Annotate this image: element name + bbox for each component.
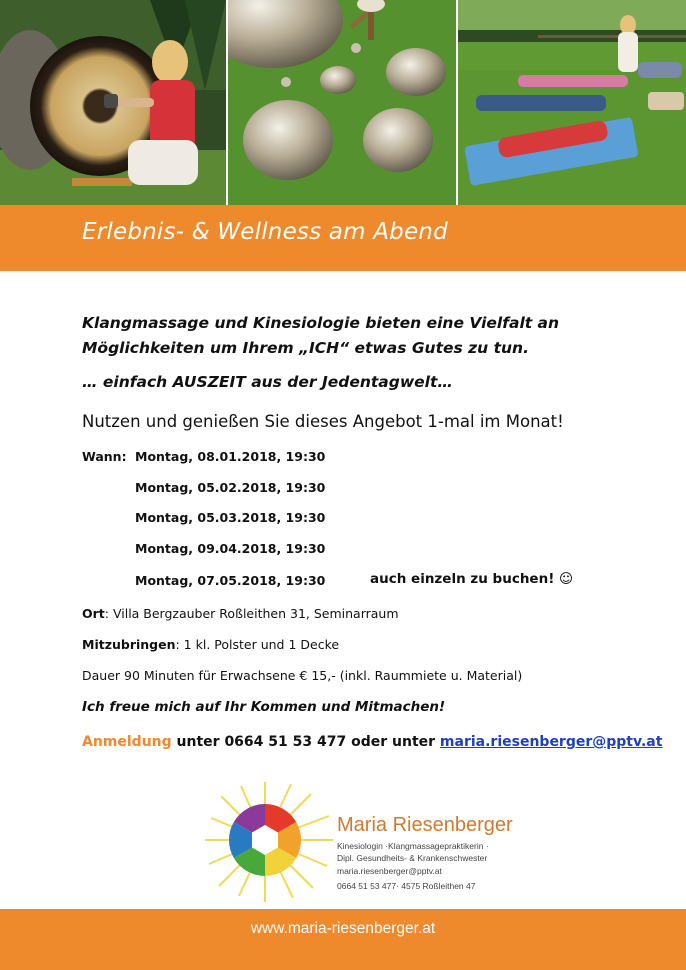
schedule-label: Wann: bbox=[82, 449, 127, 464]
slogan: … einfach AUSZEIT aus der Jedentagwelt… bbox=[82, 373, 453, 391]
date-item: Montag, 05.02.2018, 19:30 bbox=[135, 480, 326, 495]
location-label: Ort bbox=[82, 606, 105, 621]
header-photo-strip bbox=[0, 0, 686, 205]
meadow-group-icon bbox=[458, 0, 686, 205]
title-banner bbox=[0, 205, 686, 271]
logo-line: Dipl. Gesundheits- & Krankenschwester bbox=[337, 853, 488, 863]
bring-label: Mitzubringen bbox=[82, 637, 176, 652]
logo-name: Maria Riesenberger bbox=[337, 814, 513, 836]
footer-bar bbox=[0, 909, 686, 970]
page-title: Erlebnis- & Wellness am Abend bbox=[82, 219, 448, 245]
offer-text: Nutzen und genießen Sie dieses Angebot 1-mal im Monat! bbox=[82, 412, 564, 431]
website-link[interactable]: www.maria-riesenberger.at bbox=[250, 920, 436, 937]
registration-label: Anmeldung bbox=[82, 734, 172, 750]
logo-line: maria.riesenberger@pptv.at bbox=[337, 866, 442, 876]
registration-phone: unter 0664 51 53 477 oder unter bbox=[171, 734, 440, 750]
gong-photo bbox=[0, 0, 226, 205]
registration-line bbox=[82, 734, 662, 750]
intro-line-2: Möglichkeiten um Ihrem „ICH“ etwas Gutes zu tun. bbox=[82, 339, 529, 357]
bring-value: : 1 kl. Polster und 1 Decke bbox=[175, 637, 340, 652]
logo-line: Kinesiologin ·Klangmassagepraktikerin · bbox=[337, 841, 489, 851]
duration-price: Dauer 90 Minuten für Erwachsene € 15,- (inkl. Raummiete u. Material) bbox=[82, 668, 523, 683]
gong-player-icon bbox=[0, 0, 226, 205]
booking-note: auch einzeln zu buchen! ☺ bbox=[370, 571, 574, 587]
bring-line bbox=[82, 637, 339, 652]
singing-bowls-icon bbox=[228, 0, 456, 205]
date-item: Montag, 05.03.2018, 19:30 bbox=[135, 510, 326, 525]
logo-line: 0664 51 53 477· 4575 Roßleithen 47 bbox=[337, 881, 476, 891]
closing-line: Ich freue mich auf Ihr Kommen und Mitmachen! bbox=[82, 699, 446, 715]
meadow-photo bbox=[458, 0, 686, 205]
date-item: Montag, 08.01.2018, 19:30 bbox=[135, 449, 326, 464]
date-item: Montag, 07.05.2018, 19:30 bbox=[135, 573, 326, 588]
intro-line-1: Klangmassage und Kinesiologie bieten eine Vielfalt an bbox=[82, 314, 560, 332]
location-value: : Villa Bergzauber Roßleithen 31, Seminarraum bbox=[104, 606, 399, 621]
date-item: Montag, 09.04.2018, 19:30 bbox=[135, 541, 326, 556]
bowls-photo bbox=[228, 0, 456, 205]
email-link[interactable]: maria.riesenberger@pptv.at bbox=[439, 734, 663, 750]
location-line bbox=[82, 606, 399, 621]
